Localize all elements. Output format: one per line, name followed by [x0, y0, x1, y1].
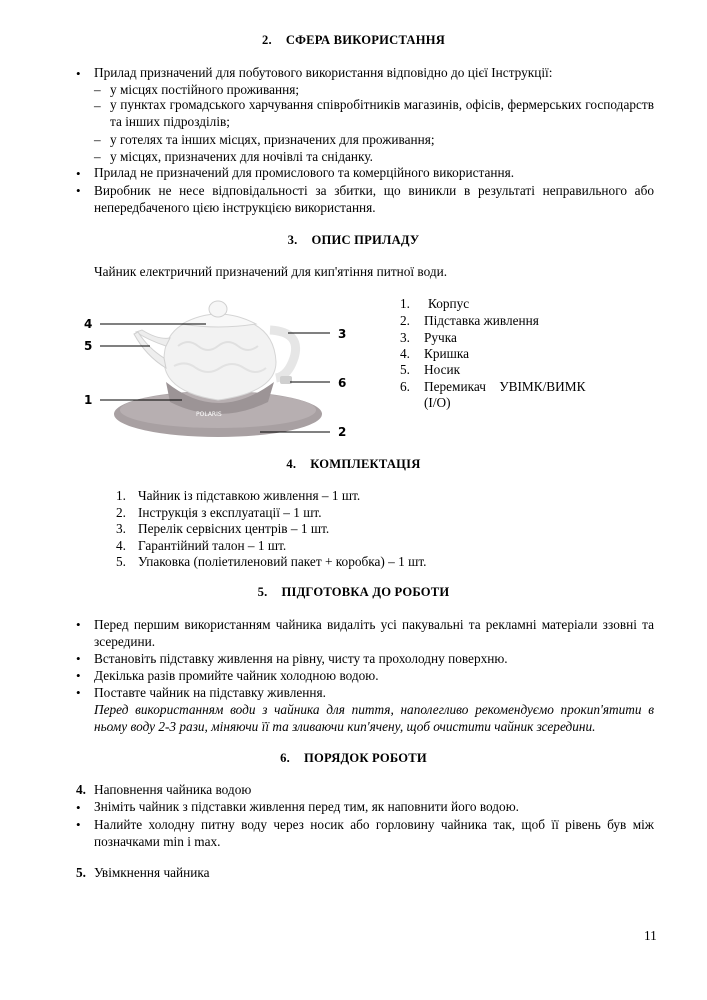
section-2-heading: 2. СФЕРА ВИКОРИСТАННЯ	[261, 33, 446, 47]
prep-item: Поставте чайник на підставку живлення.	[94, 685, 326, 700]
section-5-heading: 5. ПІДГОТОВКА ДО РОБОТИ	[257, 585, 450, 599]
prep-note: Перед використанням води з чайника для пиття, наполегливо рекомендуємо прокип'ятити в ньому воду 2-3 рази, міняючи її та зливаючи кип'ячену, щоб очистити чайник зсередини.	[94, 702, 654, 734]
bullet-icon: •	[76, 685, 81, 700]
operation-item: Зніміть чайник з підставки живлення перед тим, як наповнити його водою.	[94, 799, 519, 814]
operation-item: Налийте холодну питну воду через носик або горловину чайника так, щоб її рівень був між позначками min і max.	[94, 817, 654, 849]
section-4-heading: 4. КОМПЛЕКТАЦІЯ	[286, 457, 421, 471]
subsection-title: Увімкнення чайника	[94, 865, 210, 880]
kit-number: 5.	[116, 554, 126, 569]
part-label: Підставка живлення	[424, 313, 539, 328]
kit-item: Гарантійний талон – 1 шт.	[138, 538, 287, 553]
bullet-icon: •	[76, 166, 81, 181]
kit-number: 2.	[116, 505, 126, 520]
part-number: 5.	[400, 362, 410, 377]
kit-number: 1.	[116, 488, 126, 503]
note-item: Прилад не призначений для промислового та комерційного використання.	[94, 165, 515, 180]
kettle-illustration	[78, 296, 368, 446]
callout-6: 6	[338, 376, 347, 390]
part-number: 6.	[400, 379, 410, 394]
subsection-number: 5.	[76, 865, 86, 880]
section-3-intro: Чайник електричний призначений для кип'ятіння питної води.	[94, 264, 448, 279]
kit-number: 3.	[116, 521, 126, 536]
bullet-icon: •	[76, 66, 81, 81]
dash-icon: –	[94, 82, 101, 97]
part-number: 2.	[400, 313, 410, 328]
prep-item: Встановіть підставку живлення на рівну, чисту та прохолодну поверхню.	[94, 651, 508, 666]
kit-number: 4.	[116, 538, 126, 553]
section-3-heading: 3. ОПИС ПРИЛАДУ	[287, 233, 420, 247]
note-item: Виробник не несе відповідальності за збитки, що виникли в результаті неправильного або непередбаченого цією інструкцією використання.	[94, 183, 654, 215]
prep-item: Перед першим використанням чайника видаліть усі пакувальні та рекламні матеріали ззовні та зсередини.	[94, 617, 654, 649]
section-6-heading: 6. ПОРЯДОК РОБОТИ	[280, 751, 427, 765]
bullet-icon: •	[76, 183, 81, 198]
bullet-icon: •	[76, 800, 81, 815]
use-item: у пунктах громадського харчування співробітників магазинів, офісів, фермерських господарств та інших підрозділів;	[110, 97, 654, 129]
page-number: 11	[644, 928, 657, 943]
part-number: 4.	[400, 346, 410, 361]
bullet-icon: •	[76, 617, 81, 632]
callout-1: 1	[84, 393, 93, 407]
kit-item: Чайник із підставкою живлення – 1 шт.	[138, 488, 361, 503]
use-item: у готелях та інших місцях, призначених для проживання;	[110, 132, 435, 147]
bullet-icon: •	[76, 668, 81, 683]
part-label: Корпус	[428, 296, 470, 311]
dash-icon: –	[94, 132, 101, 147]
prep-item: Декілька разів промийте чайник холодною водою.	[94, 668, 379, 683]
callout-2: 2	[338, 425, 347, 439]
part-label: Кришка	[424, 346, 470, 361]
part-label: Ручка	[424, 330, 457, 345]
use-item: у місцях, призначених для ночівлі та сніданку.	[110, 149, 373, 164]
part-label: Перемикач УВІМК/ВИМК (I/O)	[424, 379, 589, 410]
part-number: 3.	[400, 330, 410, 345]
dash-icon: –	[94, 149, 101, 164]
callout-4: 4	[84, 317, 93, 331]
subsection-title: Наповнення чайника водою	[94, 782, 252, 797]
dash-icon: –	[94, 98, 101, 113]
callout-5: 5	[84, 339, 93, 353]
section-2-intro: Прилад призначений для побутового використання відповідно до цієї Інструкції:	[94, 65, 553, 80]
bullet-icon: •	[76, 817, 81, 832]
callout-3: 3	[338, 327, 347, 341]
kit-item: Перелік сервісних центрів – 1 шт.	[138, 521, 330, 536]
subsection-number: 4.	[76, 782, 86, 797]
brand-logo: POLARIS	[196, 411, 222, 418]
use-item: у місцях постійного проживання;	[110, 82, 300, 97]
part-number: 1.	[400, 296, 410, 311]
bullet-icon: •	[76, 651, 81, 666]
part-label: Носик	[424, 362, 461, 377]
kit-item: Упаковка (поліетиленовий пакет + коробка) – 1 шт.	[138, 554, 427, 569]
kit-item: Інструкція з експлуатації – 1 шт.	[138, 505, 322, 520]
